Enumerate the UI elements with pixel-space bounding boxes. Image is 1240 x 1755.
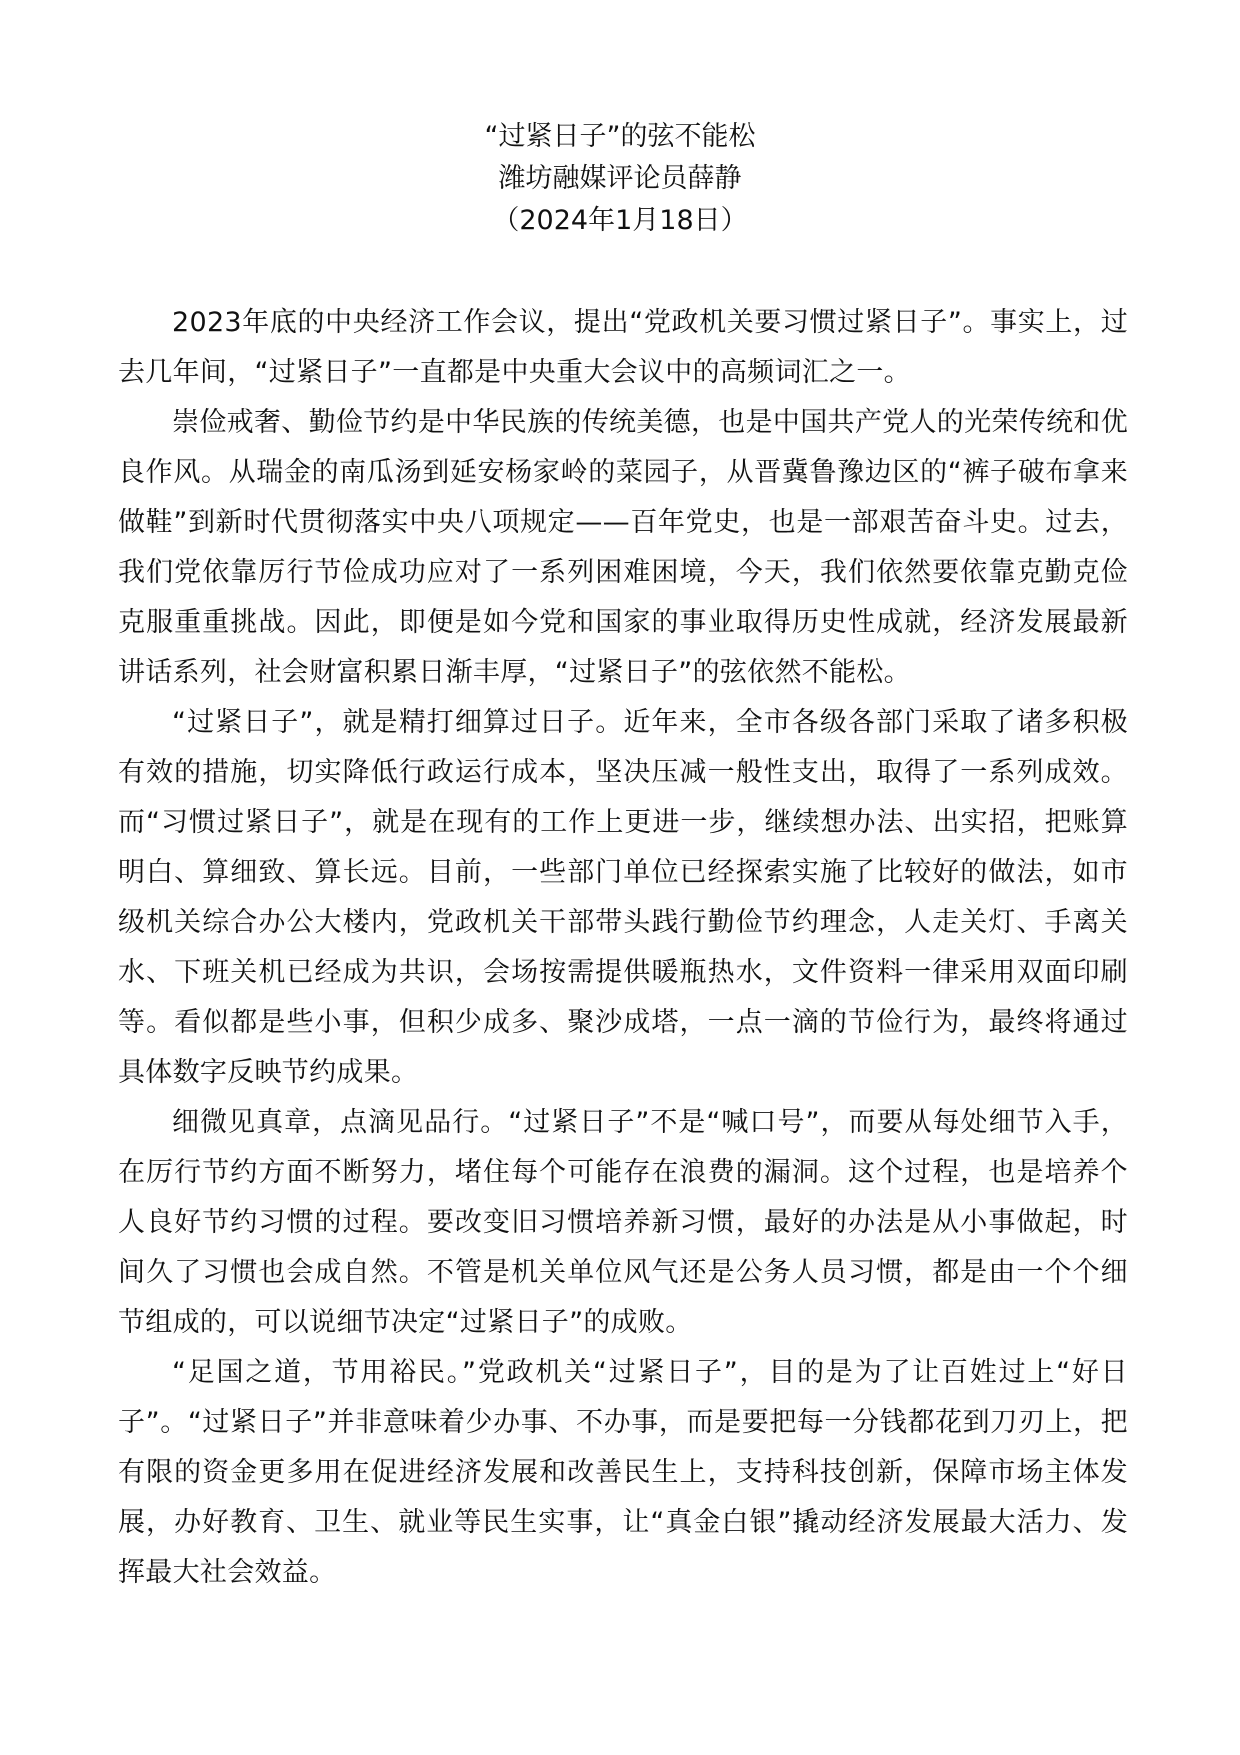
paragraph: “过紧日子”，就是精打细算过日子。近年来，全市各级各部门采取了诸多积极有效的措施，切实降低行政运行成本，坚决压减一般性支出，取得了一系列成效。而“习惯过紧日子”，就是在现有的工作上更进一步，继续想办法、出实招，把账算明白、算细致、算长远。目前，一些部门单位已经探索实施了比较好的做法，如市级机关综合办公大楼内，党政机关干部带头践行勤俭节约理念，人走关灯、手离关水、下班关机已经成为共识，会场按需提供暖瓶热水，文件资料一律采用双面印刷等。看似都是些小事，但积少成多、聚沙成塔，一点一滴的节俭行为，最终将通过具体数字反映节约成果。	[118, 707, 1128, 1088]
document-header	[0, 116, 1240, 242]
document-title: “过紧日子”的弦不能松	[484, 121, 756, 152]
document-date: （2024年1月18日）	[492, 205, 748, 236]
paragraph: 细微见真章，点滴见品行。“过紧日子”不是“喊口号”，而要从每处细节入手，在厉行节约方面不断努力，堵住每个可能存在浪费的漏洞。这个过程，也是培养个人良好节约习惯的过程。要改变旧习惯培养新习惯，最好的办法是从小事做起，时间久了习惯也会成自然。不管是机关单位风气还是公务人员习惯，都是由一个个细节组成的，可以说细节决定“过紧日子”的成败。	[118, 1107, 1128, 1338]
paragraph: 崇俭戒奢、勤俭节约是中华民族的传统美德，也是中国共产党人的光荣传统和优良作风。从瑞金的南瓜汤到延安杨家岭的菜园子，从晋冀鲁豫边区的“裤子破布拿来做鞋”到新时代贯彻落实中央八项规定——百年党史，也是一部艰苦奋斗史。过去，我们党依靠厉行节俭成功应对了一系列困难困境，今天，我们依然要依靠克勤克俭克服重重挑战。因此，即便是如今党和国家的事业取得历史性成就，经济发展最新讲话系列，社会财富积累日渐丰厚，“过紧日子”的弦依然不能松。	[118, 407, 1128, 688]
document-author: 潍坊融媒评论员薛静	[498, 163, 742, 194]
document-body	[118, 298, 1128, 1598]
paragraph: “足国之道，节用裕民。”党政机关“过紧日子”，目的是为了让百姓过上“好日子”。“过紧日子”并非意味着少办事、不办事，而是要把每一分钱都花到刀刃上，把有限的资金更多用在促进经济发展和改善民生上，支持科技创新，保障市场主体发展，办好教育、卫生、就业等民生实事，让“真金白银”撬动经济发展最大活力、发挥最大社会效益。	[118, 1357, 1128, 1588]
paragraph: 2023年底的中央经济工作会议，提出“党政机关要习惯过紧日子”。事实上，过去几年间，“过紧日子”一直都是中央重大会议中的高频词汇之一。	[118, 307, 1128, 388]
